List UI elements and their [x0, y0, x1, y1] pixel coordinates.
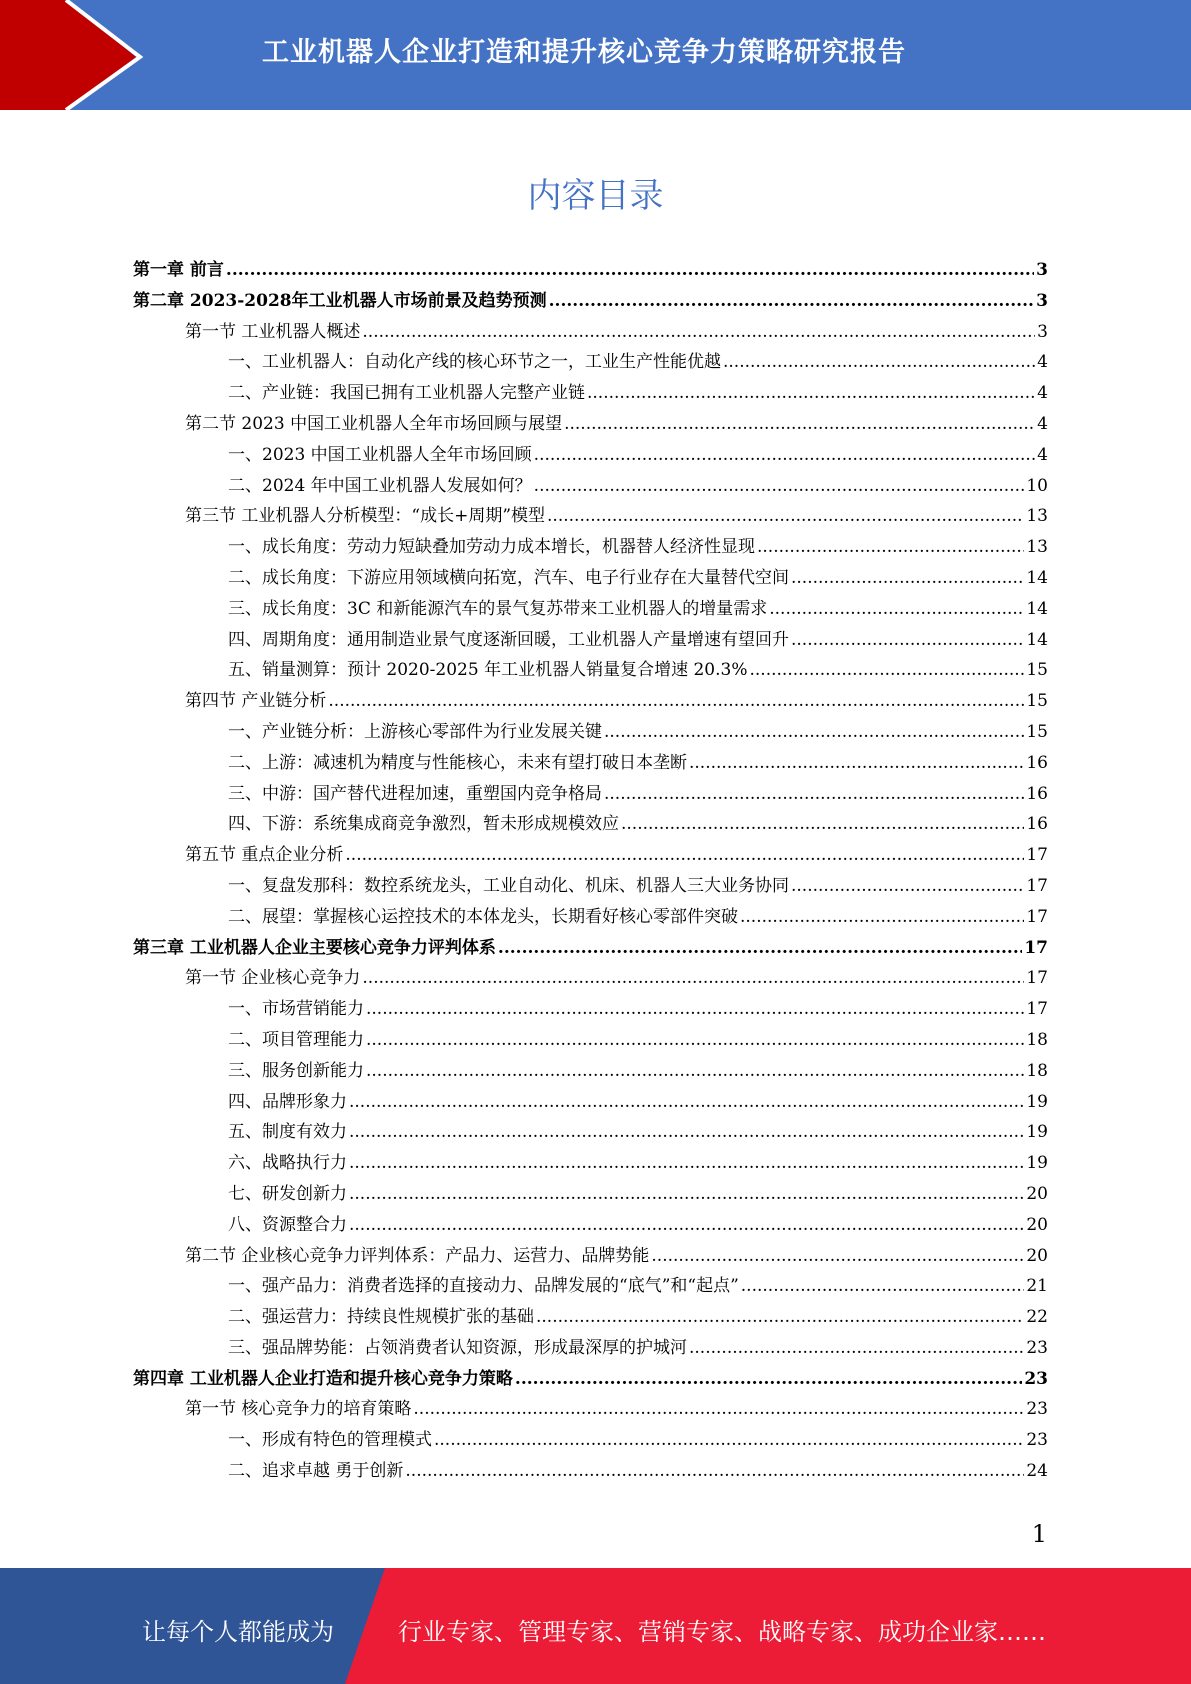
toc-entry-page: 14 — [1026, 629, 1048, 650]
toc-entry[interactable] — [133, 1241, 1048, 1272]
footer-slogan-right: 行业专家、管理专家、营销专家、战略专家、成功企业家…… — [398, 1618, 1046, 1646]
toc-entry[interactable] — [133, 1117, 1048, 1148]
toc-entry[interactable] — [133, 1425, 1048, 1456]
toc-entry-label: 第一章 前言 — [133, 260, 224, 280]
toc-entry-label: 第五节 重点企业分析 — [185, 845, 344, 866]
toc-entry-page: 23 — [1026, 1399, 1048, 1420]
toc-entry-page: 10 — [1026, 475, 1048, 496]
toc-entry[interactable] — [133, 440, 1048, 471]
toc-entry[interactable] — [133, 1394, 1048, 1425]
toc-entry-page: 20 — [1026, 1214, 1048, 1235]
table-of-contents — [133, 255, 1048, 1487]
toc-entry-label: 三、服务创新能力 — [228, 1060, 364, 1081]
dot-leader — [498, 938, 1022, 958]
dot-leader — [328, 691, 1024, 711]
toc-entry[interactable] — [133, 563, 1048, 594]
toc-entry-page: 18 — [1026, 1029, 1048, 1050]
toc-entry-label: 二、项目管理能力 — [228, 1029, 364, 1050]
toc-entry-page: 4 — [1037, 444, 1048, 465]
dot-leader — [689, 1338, 1024, 1358]
toc-entry[interactable] — [133, 532, 1048, 563]
toc-entry[interactable] — [133, 840, 1048, 871]
toc-entry-page: 23 — [1026, 1337, 1048, 1358]
toc-entry-page: 17 — [1026, 968, 1048, 989]
toc-entry[interactable] — [133, 1302, 1048, 1333]
dot-leader — [515, 1369, 1022, 1389]
toc-entry-page: 16 — [1026, 814, 1048, 835]
toc-entry-label: 二、产业链：我国已拥有工业机器人完整产业链 — [228, 383, 585, 404]
toc-entry-label: 二、成长角度：下游应用领域横向拓宽，汽车、电子行业存在大量替代空间 — [228, 567, 789, 588]
footer-slogan-left: 让每个人都能成为 — [142, 1618, 334, 1646]
toc-entry-label: 八、资源整合力 — [228, 1214, 347, 1235]
toc-entry-label: 第二章 2023-2028年工业机器人市场前景及趋势预测 — [133, 290, 547, 311]
toc-entry-label: 第一节 核心竞争力的培育策略 — [185, 1399, 412, 1420]
toc-entry-page: 16 — [1026, 752, 1048, 773]
toc-entry-page: 16 — [1026, 783, 1048, 804]
dot-leader — [564, 414, 1035, 434]
toc-entry-label: 一、产业链分析：上游核心零部件为行业发展关键 — [228, 721, 602, 742]
toc-entry-page: 17 — [1024, 937, 1048, 958]
dot-leader — [226, 260, 1034, 280]
toc-entry-page: 17 — [1026, 845, 1048, 866]
toc-entry-label: 四、下游：系统集成商竞争激烈，暂未形成规模效应 — [228, 814, 619, 835]
toc-entry-page: 15 — [1026, 660, 1048, 681]
toc-entry[interactable] — [133, 1087, 1048, 1118]
toc-entry[interactable] — [133, 347, 1048, 378]
dot-leader — [757, 537, 1024, 557]
toc-entry[interactable] — [133, 1056, 1048, 1087]
toc-entry-label: 第四章 工业机器人企业打造和提升核心竞争力策略 — [133, 1368, 513, 1389]
toc-entry[interactable] — [133, 501, 1048, 532]
dot-leader — [604, 784, 1024, 804]
toc-entry[interactable] — [133, 1179, 1048, 1210]
toc-entry-label: 一、形成有特色的管理模式 — [228, 1430, 432, 1451]
toc-entry-page: 21 — [1026, 1276, 1048, 1297]
dot-leader — [750, 660, 1025, 680]
toc-entry[interactable] — [133, 1333, 1048, 1364]
toc-entry-page: 4 — [1037, 352, 1048, 373]
toc-entry[interactable] — [133, 994, 1048, 1025]
dot-leader — [547, 506, 1024, 526]
toc-entry-label: 三、成长角度：3C 和新能源汽车的景气复苏带来工业机器人的增量需求 — [228, 598, 768, 619]
toc-entry[interactable] — [133, 594, 1048, 625]
toc-entry-label: 第一节 企业核心竞争力 — [185, 968, 361, 989]
toc-entry-page: 22 — [1026, 1307, 1048, 1328]
toc-entry-label: 一、市场营销能力 — [228, 999, 364, 1020]
dot-leader — [536, 1307, 1024, 1327]
page-header — [0, 0, 1191, 110]
toc-entry-label: 一、2023 中国工业机器人全年市场回顾 — [228, 444, 532, 465]
toc-entry-label: 四、品牌形象力 — [228, 1091, 347, 1112]
toc-entry-page: 14 — [1026, 567, 1048, 588]
toc-title: 内容目录 — [527, 176, 664, 216]
toc-entry-label: 第三章 工业机器人企业主要核心竞争力评判体系 — [133, 937, 496, 958]
toc-entry-page: 15 — [1026, 721, 1048, 742]
dot-leader — [349, 1153, 1024, 1173]
toc-entry-label: 五、销量测算：预计 2020-2025 年工业机器人销量复合增速 20.3% — [228, 660, 748, 681]
dot-leader — [621, 814, 1024, 834]
dot-leader — [651, 1246, 1024, 1266]
toc-entry-page: 20 — [1026, 1245, 1048, 1266]
toc-entry-page: 14 — [1026, 598, 1048, 619]
toc-entry[interactable] — [133, 933, 1048, 964]
toc-entry[interactable] — [133, 902, 1048, 933]
toc-entry-label: 五、制度有效力 — [228, 1122, 347, 1143]
dot-leader — [434, 1430, 1024, 1450]
dot-leader — [587, 383, 1035, 403]
toc-entry-page: 3 — [1037, 321, 1048, 342]
dot-leader — [791, 568, 1024, 588]
toc-entry-page: 13 — [1026, 506, 1048, 527]
toc-entry[interactable] — [133, 1271, 1048, 1302]
dot-leader — [362, 322, 1035, 342]
toc-entry[interactable] — [133, 1210, 1048, 1241]
page-number: 1 — [1031, 1520, 1047, 1548]
toc-entry-label: 二、2024 年中国工业机器人发展如何？ — [228, 475, 532, 496]
toc-entry-page: 18 — [1026, 1060, 1048, 1081]
toc-entry-page: 15 — [1026, 691, 1048, 712]
toc-entry[interactable] — [133, 409, 1048, 440]
toc-entry[interactable] — [133, 871, 1048, 902]
toc-entry-label: 二、上游：减速机为精度与性能核心，未来有望打破日本垄断 — [228, 752, 687, 773]
toc-entry-page: 3 — [1036, 260, 1048, 280]
dot-leader — [740, 907, 1024, 927]
toc-entry-label: 二、展望：掌握核心运控技术的本体龙头，长期看好核心零部件突破 — [228, 906, 738, 927]
dot-leader — [366, 1061, 1024, 1081]
toc-entry[interactable] — [133, 378, 1048, 409]
toc-entry-label: 第四节 产业链分析 — [185, 691, 327, 712]
toc-entry-page: 19 — [1026, 1091, 1048, 1112]
toc-entry-page: 17 — [1026, 875, 1048, 896]
toc-entry-page: 24 — [1026, 1461, 1048, 1482]
toc-entry-label: 二、强运营力：持续良性规模扩张的基础 — [228, 1307, 534, 1328]
toc-entry[interactable] — [133, 317, 1048, 348]
toc-entry-page: 19 — [1026, 1122, 1048, 1143]
toc-entry[interactable] — [133, 1025, 1048, 1056]
toc-entry-label: 第一节 工业机器人概述 — [185, 321, 361, 342]
dot-leader — [366, 1030, 1024, 1050]
toc-entry-label: 四、周期角度：通用制造业景气度逐渐回暖，工业机器人产量增速有望回升 — [228, 629, 789, 650]
toc-entry[interactable] — [133, 625, 1048, 656]
toc-entry-page: 17 — [1026, 999, 1048, 1020]
toc-entry-label: 三、强品牌势能：占领消费者认知资源，形成最深厚的护城河 — [228, 1337, 687, 1358]
toc-entry-label: 一、成长角度：劳动力短缺叠加劳动力成本增长，机器替人经济性显现 — [228, 537, 755, 558]
toc-entry-page: 23 — [1026, 1430, 1048, 1451]
toc-entry[interactable] — [133, 655, 1048, 686]
dot-leader — [413, 1399, 1024, 1419]
toc-entry-page: 3 — [1036, 290, 1048, 311]
toc-entry-page: 13 — [1026, 537, 1048, 558]
toc-entry[interactable] — [133, 748, 1048, 779]
dot-leader — [349, 1092, 1024, 1112]
dot-leader — [349, 1122, 1024, 1142]
dot-leader — [723, 352, 1035, 372]
toc-entry[interactable] — [133, 1456, 1048, 1487]
toc-entry-page: 23 — [1024, 1368, 1048, 1389]
toc-entry[interactable] — [133, 686, 1048, 717]
toc-entry-page: 17 — [1026, 906, 1048, 927]
dot-leader — [534, 476, 1025, 496]
dot-leader — [604, 722, 1024, 742]
dot-leader — [366, 999, 1024, 1019]
header-arrow-decoration — [0, 0, 200, 110]
dot-leader — [689, 753, 1024, 773]
toc-entry[interactable] — [133, 779, 1048, 810]
header-title: 工业机器人企业打造和提升核心竞争力策略研究报告 — [262, 37, 906, 68]
toc-entry-label: 六、战略执行力 — [228, 1153, 347, 1174]
toc-entry-page: 4 — [1037, 383, 1048, 404]
toc-entry[interactable] — [133, 963, 1048, 994]
toc-entry[interactable] — [133, 1148, 1048, 1179]
dot-leader — [791, 876, 1024, 896]
toc-entry-label: 第二节 企业核心竞争力评判体系：产品力、运营力、品牌势能 — [185, 1245, 650, 1266]
toc-entry[interactable] — [133, 1364, 1048, 1395]
toc-entry[interactable] — [133, 471, 1048, 502]
toc-entry-label: 二、追求卓越 勇于创新 — [228, 1461, 404, 1482]
toc-entry-label: 七、研发创新力 — [228, 1183, 347, 1204]
toc-entry-label: 第三节 工业机器人分析模型：“成长+周期”模型 — [185, 506, 546, 527]
toc-entry-label: 三、中游：国产替代进程加速，重塑国内竞争格局 — [228, 783, 602, 804]
toc-entry-label: 一、复盘发那科：数控系统龙头，工业自动化、机床、机器人三大业务协同 — [228, 875, 789, 896]
toc-entry-label: 一、工业机器人：自动化产线的核心环节之一，工业生产性能优越 — [228, 352, 721, 373]
dot-leader — [362, 968, 1024, 988]
dot-leader — [345, 845, 1024, 865]
dot-leader — [349, 1215, 1024, 1235]
dot-leader — [534, 445, 1036, 465]
dot-leader — [405, 1461, 1024, 1481]
toc-entry-label: 第二节 2023 中国工业机器人全年市场回顾与展望 — [185, 413, 563, 434]
dot-leader — [791, 630, 1024, 650]
dot-leader — [349, 1184, 1024, 1204]
dot-leader — [769, 599, 1024, 619]
toc-entry-page: 20 — [1026, 1183, 1048, 1204]
toc-entry[interactable] — [133, 286, 1048, 317]
toc-entry[interactable] — [133, 255, 1048, 286]
toc-entry[interactable] — [133, 809, 1048, 840]
dot-leader — [549, 291, 1035, 311]
page-footer — [0, 1568, 1191, 1684]
dot-leader — [741, 1276, 1025, 1296]
toc-entry[interactable] — [133, 717, 1048, 748]
toc-entry-page: 4 — [1037, 413, 1048, 434]
toc-entry-page: 19 — [1026, 1153, 1048, 1174]
toc-entry-label: 一、强产品力：消费者选择的直接动力、品牌发展的“底气”和“起点” — [228, 1276, 739, 1297]
